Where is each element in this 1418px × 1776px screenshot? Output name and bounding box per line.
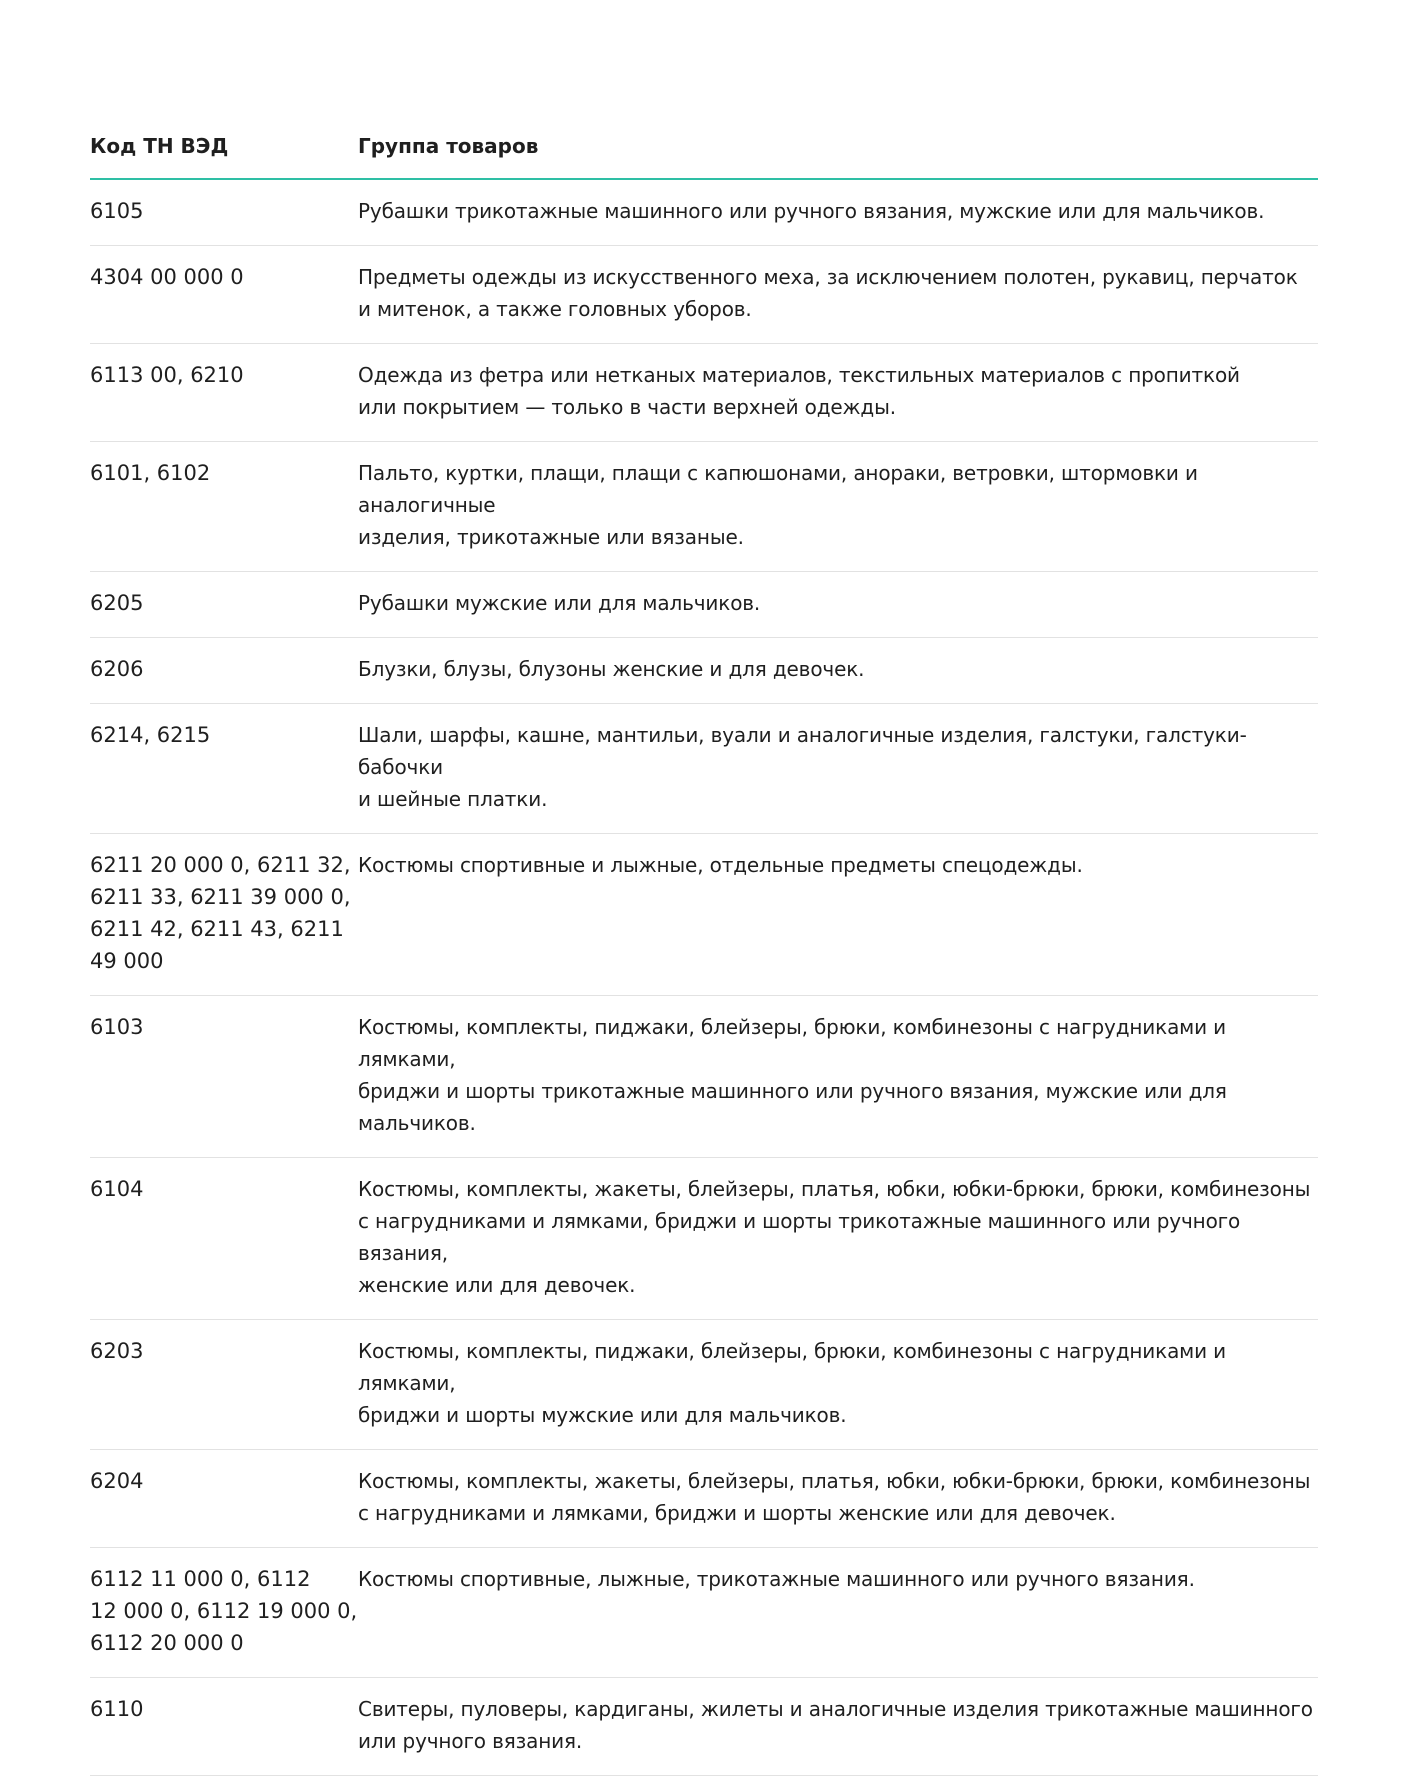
header-group: Группа товаров: [358, 134, 539, 158]
header-code: Код ТН ВЭД: [90, 134, 229, 158]
row-group: Костюмы, комплекты, пиджаки, блейзеры, брюки, комбинезоны с нагрудниками и лямками, бриджи и шорты мужские или для мальчиков.: [358, 1339, 1227, 1427]
row-group: Рубашки мужские или для мальчиков.: [358, 591, 761, 615]
row-code: 6110: [90, 1697, 144, 1721]
table-row: [90, 704, 1318, 834]
table-row: [90, 246, 1318, 344]
row-code: 6206: [90, 657, 144, 681]
row-code: 6104: [90, 1177, 144, 1201]
table-row: [90, 1548, 1318, 1678]
row-code: 6214, 6215: [90, 723, 211, 747]
row-group: Костюмы, комплекты, пиджаки, блейзеры, брюки, комбинезоны с нагрудниками и лямками, бриджи и шорты трикотажные машинного или ручного вязания, мужские или для мальчиков.: [358, 1015, 1227, 1135]
row-code: 4304 00 000 0: [90, 265, 244, 289]
row-code: 6204: [90, 1469, 144, 1493]
table-row: [90, 996, 1318, 1158]
table-row: [90, 1450, 1318, 1548]
row-group: Одежда из фетра или нетканых материалов, текстильных материалов с пропиткой или покрытием — только в части верхней одежды.: [358, 363, 1240, 419]
row-code: 6101, 6102: [90, 461, 211, 485]
row-code: 6211 20 000 0, 6211 32, 6211 33, 6211 39 000 0, 6211 42, 6211 43, 6211 49 000: [90, 853, 351, 973]
table-row: [90, 1158, 1318, 1320]
row-code: 6205: [90, 591, 144, 615]
row-group: Предметы одежды из искусственного меха, за исключением полотен, рукавиц, перчаток и митенок, а также головных уборов.: [358, 265, 1298, 321]
table-header: [90, 120, 1318, 180]
row-group: Шали, шарфы, кашне, мантильи, вуали и аналогичные изделия, галстуки, галстуки-бабочки и шейные платки.: [358, 723, 1247, 811]
goods-table: [90, 120, 1318, 1776]
row-group: Костюмы, комплекты, жакеты, блейзеры, платья, юбки, юбки-брюки, брюки, комбинезоны с нагрудниками и лямками, бриджи и шорты трикотажные машинного или ручного вязания, женские или для девочек.: [358, 1177, 1311, 1297]
table-row: [90, 1678, 1318, 1776]
row-group: Костюмы, комплекты, жакеты, блейзеры, платья, юбки, юбки-брюки, брюки, комбинезоны с нагрудниками и лямками, бриджи и шорты женские или для девочек.: [358, 1469, 1311, 1525]
table-row: [90, 180, 1318, 246]
row-code: 6203: [90, 1339, 144, 1363]
row-group: Свитеры, пуловеры, кардиганы, жилеты и аналогичные изделия трикотажные машинного или ручного вязания.: [358, 1697, 1313, 1753]
table-row: [90, 834, 1318, 996]
row-group: Пальто, куртки, плащи, плащи с капюшонами, анораки, ветровки, штормовки и аналогичные изделия, трикотажные или вязаные.: [358, 461, 1198, 549]
row-code: 6113 00, 6210: [90, 363, 244, 387]
row-code: 6112 11 000 0, 6112 12 000 0, 6112 19 000 0, 6112 20 000 0: [90, 1567, 358, 1655]
table-row: [90, 572, 1318, 638]
row-group: Костюмы спортивные, лыжные, трикотажные машинного или ручного вязания.: [358, 1567, 1195, 1591]
row-code: 6105: [90, 199, 144, 223]
row-group: Блузки, блузы, блузоны женские и для девочек.: [358, 657, 865, 681]
table-row: [90, 442, 1318, 572]
table-row: [90, 1320, 1318, 1450]
table-row: [90, 344, 1318, 442]
row-group: Костюмы спортивные и лыжные, отдельные предметы спецодежды.: [358, 853, 1083, 877]
row-group: Рубашки трикотажные машинного или ручного вязания, мужские или для мальчиков.: [358, 199, 1265, 223]
row-code: 6103: [90, 1015, 144, 1039]
table-row: [90, 638, 1318, 704]
table-body: [90, 180, 1318, 1776]
